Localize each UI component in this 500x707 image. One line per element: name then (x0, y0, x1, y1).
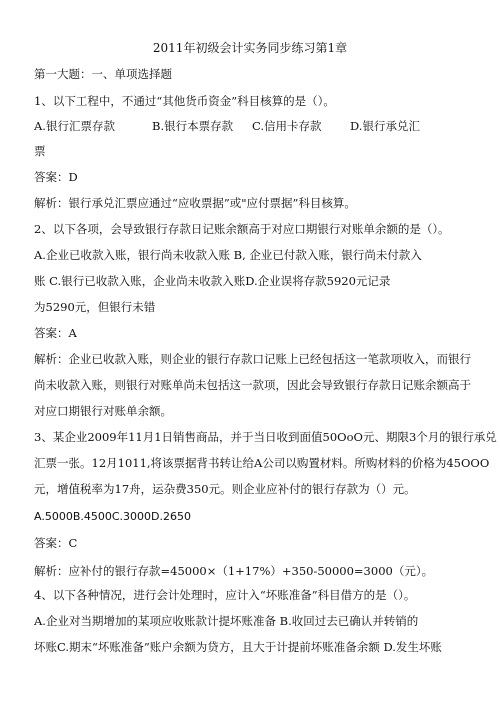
q1-option-d: D.银行承兑汇 (350, 119, 420, 133)
question-3-stem-line-3: 元，增值税率为17舟，运杂费350元。则企业应补付的银行存款为（）元。 (34, 482, 416, 496)
question-1-options (34, 118, 474, 134)
q4-options-line-2: 坏账C.期末“坏账准备”账户余额为贷方，且大于计提前坏账准备余额 D.发生坏账 (34, 640, 442, 654)
q4-options-line-1: A.企业对当期增加的某项应收账款计提坏账准备 B.收回过去已确认并转销的 (34, 614, 419, 628)
question-3-stem-line-2: 汇票一张。12月1011,将该票据背书转让给A公司以购置材料。所购材料的价格为45OOO (34, 456, 490, 470)
q3-answer: 答案：C (34, 536, 78, 550)
q3-options: A.5000B.4500C.3000D.2650 (34, 510, 191, 523)
q1-option-b: B.银行本票存款 (152, 119, 234, 133)
q1-option-a: A.银行汇票存款 (34, 119, 115, 133)
question-1-stem: 1、以下工程中，不通过“其他货币资金”科目核算的是（）。 (34, 94, 335, 108)
page-title: 2011年初级会计实务同步练习第1章 (152, 41, 348, 55)
q2-options-line-3: 为5290元，但银行未错 (34, 300, 156, 314)
q2-options-line-2: 账 C.银行已收款入账，企业尚未收款入账D.企业误将存款5920元记录 (34, 274, 391, 288)
q2-answer: 答案：A (34, 326, 77, 340)
q3-analysis: 解析：应补付的银行存款=45000×（1+17%）+350-50000=3000（元）。 (34, 564, 434, 578)
q1-option-d-continued: 票 (34, 144, 46, 158)
q1-option-c: C.信用卡存款 (252, 119, 322, 133)
question-4-stem: 4、以下各种情况，进行会计处理时，应计入“坏账准备”科目借方的是（）。 (34, 588, 416, 602)
q2-analysis-line-2: 尚未收款入账，则银行对账单尚未包括这一款项，因此会导致银行存款日记账余额高于 (34, 378, 471, 392)
q1-answer: 答案：D (34, 170, 78, 184)
q2-analysis-line-3: 对应口期银行对账单余额。 (34, 404, 172, 418)
section-heading: 第一大题：一、单项选择题 (34, 67, 172, 81)
question-2-stem: 2、以下各项，会导致银行存款日记账余额高于对应口期银行对账单余额的是（）。 (34, 222, 450, 236)
q1-analysis: 解析：银行承兑汇票应通过“应收票据”或"应付票据”科目核算。 (34, 196, 356, 210)
question-3-stem-line-1: 3、某企业2009年11月1日销售商品，并于当日收到面值50OoO元、期限3个月的银行承兑 (34, 430, 497, 444)
q2-options-line-1: A.企业已收款入账，银行尚未收款入账 B, 企业已付款入账，银行尚未付款入 (34, 248, 422, 262)
q2-analysis-line-1: 解析：企业已收款入账，则企业的银行存款口记账上已经包括这一笔款项收入，而银行 (34, 352, 471, 366)
